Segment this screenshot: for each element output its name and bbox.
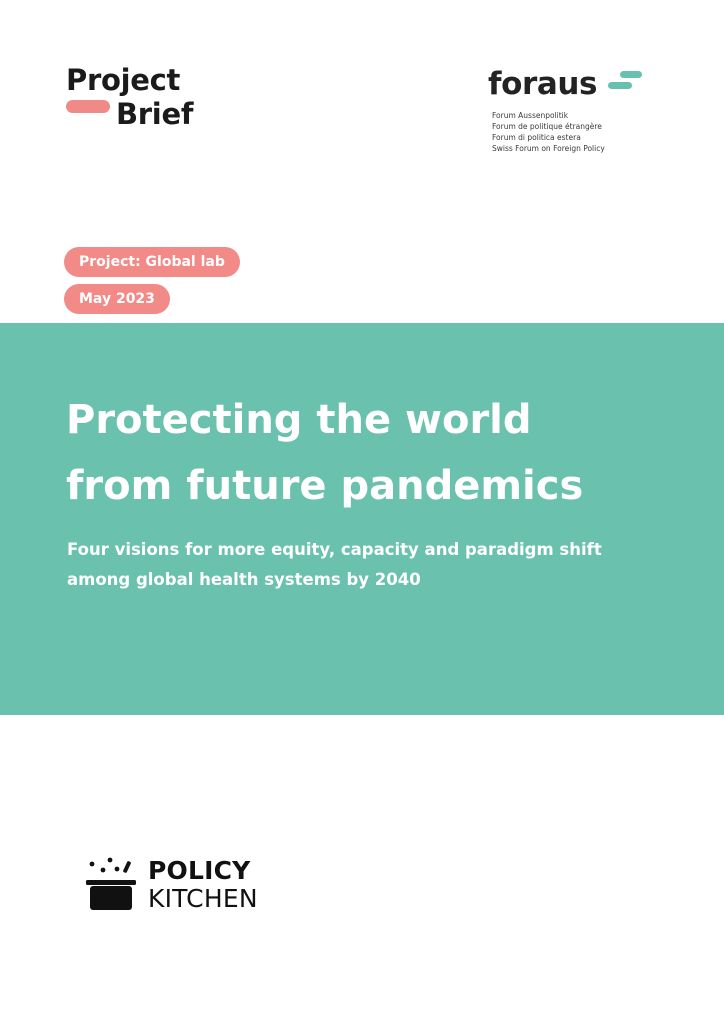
cooking-pot-icon: [86, 856, 138, 914]
policy-kitchen-line2: KITCHEN: [148, 884, 258, 913]
brief-logo-line1: Project: [66, 63, 181, 97]
foraus-tagline-line: Swiss Forum on Foreign Policy: [492, 144, 605, 153]
cover-title-line: from future pandemics: [66, 463, 584, 509]
project-brief-logo: [64, 62, 214, 142]
foraus-tagline: [492, 110, 605, 154]
foraus-tagline-line: Forum Aussenpolitik: [492, 111, 569, 120]
cover-subtitle-line: Four visions for more equity, capacity and paradigm shift: [67, 540, 602, 559]
cover-title: [66, 387, 666, 519]
policy-kitchen-line1: POLICY: [148, 856, 251, 885]
project-tag: Project: Global lab: [64, 247, 240, 277]
brief-logo-pill-mark: [66, 100, 110, 113]
brief-logo-line2: Brief: [116, 97, 194, 131]
foraus-tagline-line: Forum de politique étrangère: [492, 122, 602, 131]
date-tag: May 2023: [64, 284, 170, 314]
policy-kitchen-logo: [86, 856, 286, 916]
cover-subtitle-line: among global health systems by 2040: [67, 570, 421, 589]
cover-title-line: Protecting the world: [66, 397, 532, 443]
cover-band: [0, 323, 724, 715]
foraus-dash-icon: [608, 68, 644, 90]
cover-subtitle: [67, 535, 687, 595]
foraus-tagline-line: Forum di politica estera: [492, 133, 581, 142]
foraus-logo: [488, 64, 658, 164]
foraus-wordmark: foraus: [488, 66, 598, 102]
